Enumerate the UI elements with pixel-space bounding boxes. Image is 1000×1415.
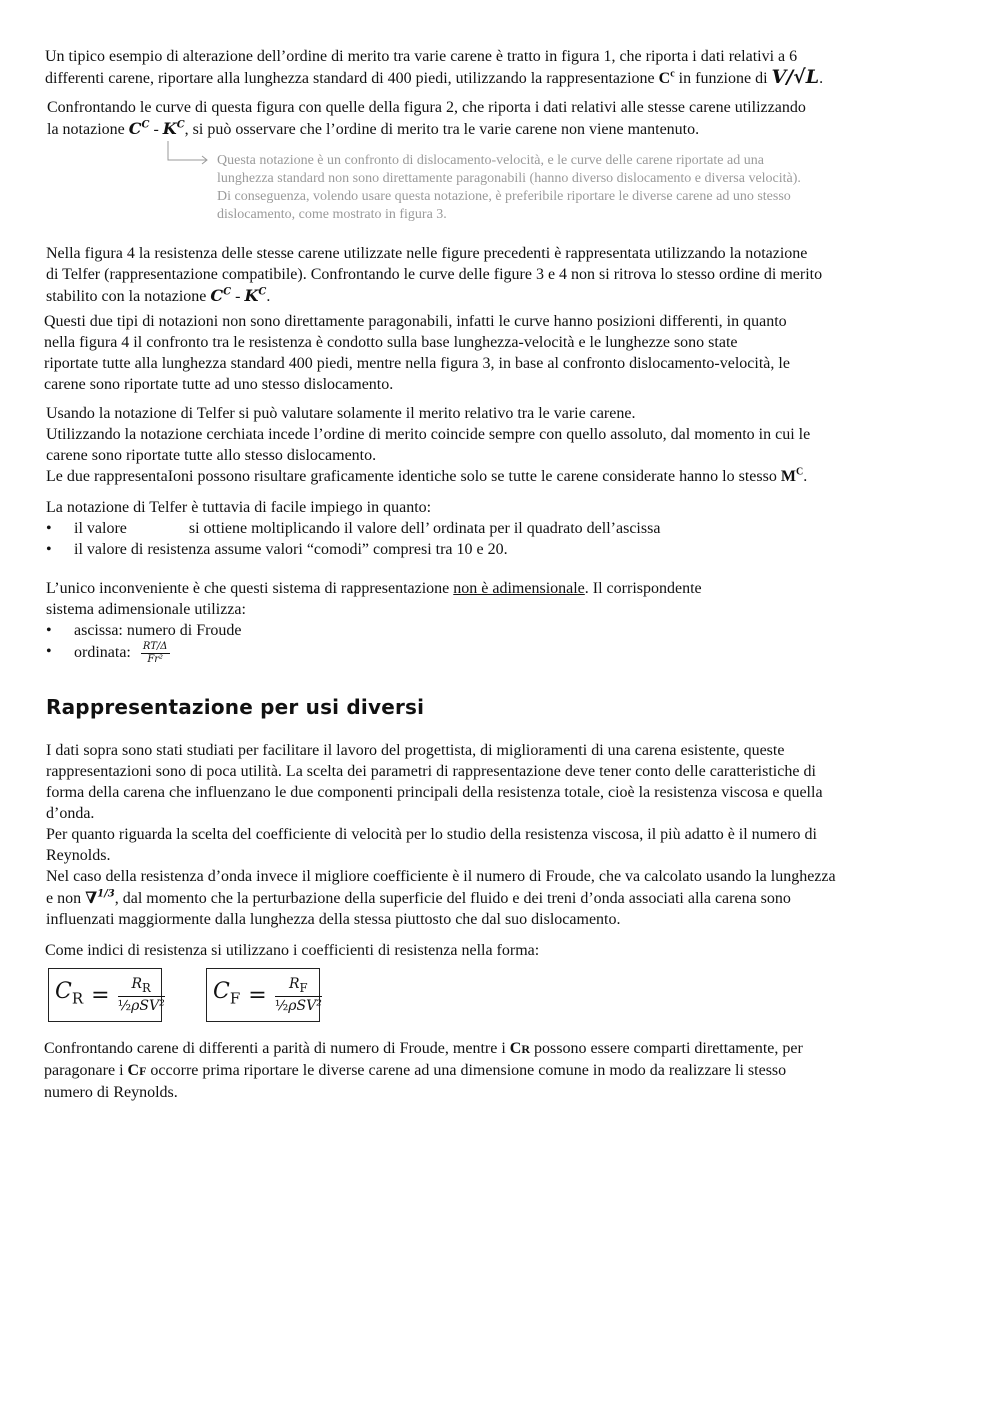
bullet-list xyxy=(46,518,961,560)
text-line: Un tipico esempio di alterazione dell’ordine di merito tra varie carene è tratto in figura 1, che riporta i dati relativi a 6 xyxy=(45,48,798,65)
nabla-symbol: ∇$^{1/3}$ xyxy=(85,888,115,907)
cc-symbol: $C^C$ xyxy=(128,119,150,138)
text-line: di Telfer (rappresentazione compatibile). Confrontando le curve delle figure 3 e 4 non si ritrova lo stesso ordine di merito xyxy=(46,266,823,283)
list-item: • ascissa: numero di Froude xyxy=(46,620,961,641)
formula-cf-box: $C_F$ = $\frac{R_F}{\text{½ρSV²}}$ xyxy=(206,968,320,1022)
formula-cr-box: $C_R$ = $\frac{R_R}{\text{½ρSV²}}$ xyxy=(48,968,162,1022)
c-symbol: $C^c$ xyxy=(658,68,675,87)
text-line: Le due rappresentaIoni possono risultare graficamente identiche solo se tutte le carene considerate hanno lo stesso $M^C$. xyxy=(46,466,808,485)
list-item: • il valore di resistenza assume valori “comodi” compresi tra 10 e 20. xyxy=(46,539,961,560)
paragraph-comparison xyxy=(47,97,962,140)
formula-lhs: $C_F$ xyxy=(213,978,241,1008)
paragraph-telfer-usage: La notazione di Telfer è tuttavia di facile impiego in quanto: • il valore si ottiene moltiplicando il valore dell’ ordinata per il quadrato dell’ascissa • il valore di resistenza assume valori “comodi” compresi tra 10 e 20. xyxy=(46,497,961,560)
ordinate-fraction: $\frac{RT/\Delta}{\text{Fr²}}$ xyxy=(142,641,168,665)
paragraph-intro xyxy=(45,46,960,89)
paragraph-merit: Usando la notazione di Telfer si può valutare solamente il merito relativo tra le varie carene. Utilizzando la notazione cerchiata incede l’ordine di merito coincide sempre con quello assoluto, dal momento in cui le carene sono riportate tutte allo stesso dislocamento. Le due rappresentaIoni possono risultare graficamente identiche solo se tutte le carene considerate hanno lo stesso $M^C$. xyxy=(46,403,961,487)
cf-symbol: CF xyxy=(127,1062,147,1079)
kc-symbol: $K^C$ xyxy=(244,286,267,305)
list-item: • il valore si ottiene moltiplicando il valore dell’ ordinata per il quadrato dell’ascissa xyxy=(46,518,961,539)
text-span: differenti carene, riportare alla lunghezza standard di 400 piedi, utilizzando la rappresentazione xyxy=(45,70,659,87)
text-span: in funzione di xyxy=(674,70,772,87)
formula-fraction: $\frac{R_R}{\text{½ρSV²}}$ xyxy=(117,975,165,1015)
paragraph-froude-reynolds: Confrontando carene di differenti a parità di numero di Froude, mentre i CR possono essere comparti direttamente, per paragonare i CF occorre prima riportare le diverse carene ad una dimensione comune in modo da realizzare li stesso numero di Reynolds. xyxy=(44,1038,959,1103)
text-line: differenti carene, riportare alla lunghezza standard di 400 piedi, utilizzando la rappresentazione $C^c$ in funzione di V/√L. xyxy=(45,66,824,88)
text-line: e non ∇$^{1/3}$, dal momento che la perturbazione della superficie del fluido e dei treni d’onda associati alla carena sono xyxy=(46,888,791,907)
text-line: Confrontando le curve di questa figura con quelle della figura 2, che riporta i dati relativi alle stesse carene utilizzando xyxy=(47,99,806,116)
arrow-connector-icon xyxy=(167,141,212,165)
paragraph-adimensional: L’unico inconveniente è che questi sistema di rappresentazione non è adimensionale. Il corrispondente sistema adimensionale utilizza: • ascissa: numero di Froude • ordinata: $\frac{RT/\Delta}{\text{Fr²}}$ xyxy=(46,578,961,666)
v-over-sqrt-l-formula: V/√L xyxy=(771,66,820,88)
text-line: Confrontando carene di differenti a parità di numero di Froude, mentre i CR possono essere comparti direttamente, per xyxy=(44,1040,803,1057)
paragraph-indices: Come indici di resistenza si utilizzano i coefficienti di resistenza nella forma: xyxy=(45,942,540,959)
cr-symbol: CR xyxy=(509,1040,531,1057)
text-line: Nella figura 4 la resistenza delle stesse carene utilizzate nelle figure precedenti è rappresentata utilizzando la notazione xyxy=(46,245,808,262)
cc-symbol: $C^C$ xyxy=(210,286,232,305)
side-note: Questa notazione è un confronto di dislocamento-velocità, e le curve delle carene riportate ad una lunghezza standard non sono direttamente paragonabili (hanno diverso dislocamento e diversa velocità). Di conseguenza, volendo usare questa notazione, è preferibile riportare le diverse carene ad uno stesso dislocamento, come mostrato in figura 3. xyxy=(217,153,801,222)
text-line: paragonare i CF occorre prima riportare le diverse carene ad una dimensione comune in modo da realizzare li stesso xyxy=(44,1062,787,1079)
formula-fraction: $\frac{R_F}{\text{½ρSV²}}$ xyxy=(274,975,322,1015)
text-line: L’unico inconveniente è che questi sistema di rappresentazione non è adimensionale. Il corrispondente xyxy=(46,580,702,597)
bullet-list xyxy=(46,620,961,666)
text-line: stabilito con la notazione $C^C - K^C$. xyxy=(46,286,271,305)
paragraph-telfer xyxy=(46,243,961,307)
paragraph-design: I dati sopra sono stati studiati per facilitare il lavoro del progettista, di miglioramenti di una carena esistente, queste rappresentazioni sono di poca utilità. La scelta dei parametri di rappresentazione deve tener conto delle caratteristiche di forma della carena che influenzano le due componenti principali della resistenza totale, cioè la resistenza viscosa e quella d’onda. Per quanto riguarda la scelta del coefficiente di velocità per lo studio della resistenza viscosa, il più adatto è il numero di Reynolds. Nel caso della resistenza d’onda invece il migliore coefficiente è il numero di Froude, che va calcolato usando la lunghezza e non ∇$^{1/3}$, dal momento che la perturbazione della superficie del fluido e dei treni d’onda associati alla carena sono influenzati maggiormente dalla lunghezza della stessa piuttosto che dal suo dislocamento. xyxy=(46,740,966,930)
section-heading: Rappresentazione per usi diversi xyxy=(46,695,425,719)
paragraph-notations: Questi due tipi di notazioni non sono direttamente paragonabili, infatti le curve hanno posizioni differenti, in quanto nella figura 4 il confronto tra le resistenza è condotto sulla base lunghezza-velocità e le lunghezze sono state riportate tutte alla lunghezza standard 400 piedi, mentre nella figura 3, in base al confronto dislocamento-velocità, le carene sono riportate tutte ad uno stesso dislocamento. xyxy=(44,313,790,393)
list-item: • ordinata: $\frac{RT/\Delta}{\text{Fr²}}$ xyxy=(46,641,961,666)
mc-symbol: $M^C$ xyxy=(780,466,804,485)
kc-symbol: $K^C$ xyxy=(162,119,185,138)
formula-lhs: $C_R$ xyxy=(55,978,84,1008)
text-line: la notazione $C^C - K^C$, si può osservare che l’ordine di merito tra le varie carene non viene mantenuto. xyxy=(47,119,700,138)
underlined-text: non è adimensionale xyxy=(453,580,585,597)
